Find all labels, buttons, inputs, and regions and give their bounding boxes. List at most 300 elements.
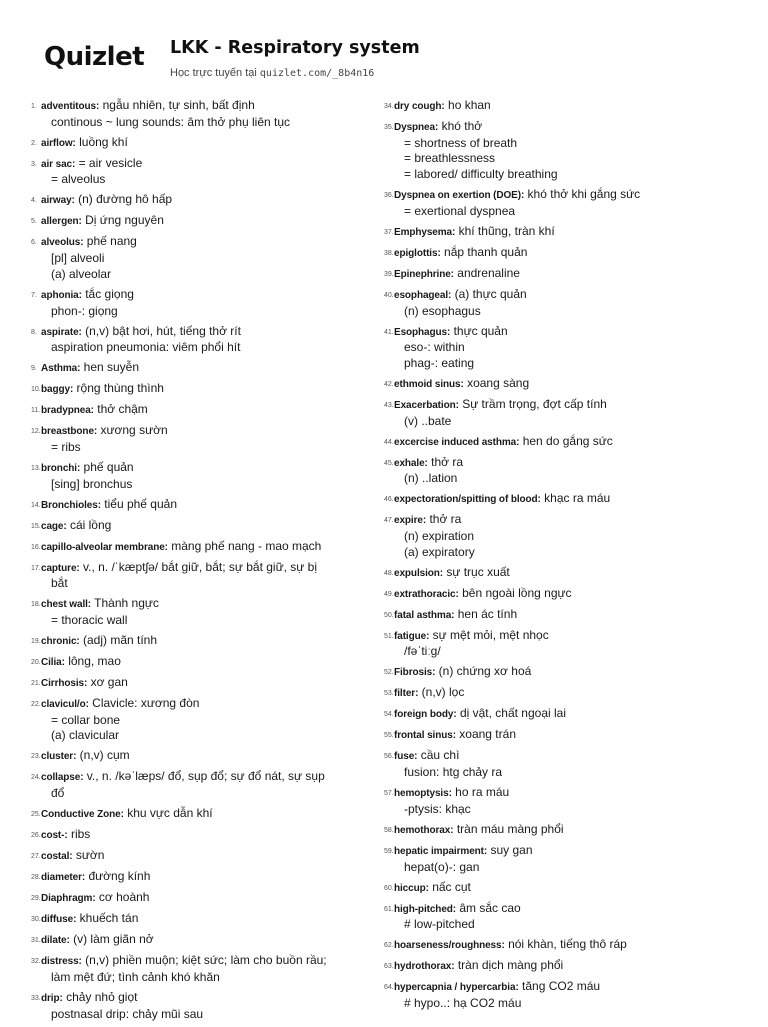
entry-number: 43. [384, 401, 394, 409]
entry-first-line [41, 633, 371, 650]
entry-term: aspirate: [41, 326, 82, 338]
entry-first-line [41, 423, 371, 440]
entry-first-line [394, 324, 744, 341]
glossary-entry [384, 785, 744, 817]
page-title: LKK - Respiratory system [170, 38, 420, 58]
entry-definition: tăng CO2 máu [522, 979, 601, 994]
entry-term: diameter: [41, 872, 86, 884]
entry-definition: sự mệt mỏi, mệt nhọc [432, 627, 549, 642]
entry-extra-line: phag-: eating [404, 355, 475, 370]
glossary-entry [31, 234, 371, 282]
entry-first-line [41, 890, 371, 907]
entry-number: 3. [31, 160, 37, 168]
entry-definition: thở ra [431, 454, 463, 469]
glossary-entry [31, 324, 371, 356]
glossary-entry [31, 560, 371, 592]
glossary-entry [31, 360, 371, 377]
entry-number: 44. [384, 438, 394, 446]
entry-term: bradypnea: [41, 405, 94, 417]
entry-definition: nói khàn, tiếng thô ráp [508, 937, 627, 952]
entry-number: 35. [384, 124, 394, 131]
entry-first-line [394, 628, 744, 645]
entry-first-line [394, 685, 744, 702]
entry-definition: màng phế nang - mao mạch [171, 538, 322, 553]
entry-definition: dị vật, chất ngoại lai [459, 706, 567, 721]
entry-extra-line: eso-: within [404, 340, 465, 355]
entry-first-line [41, 518, 371, 535]
quizlet-set-link[interactable]: quizlet.com/_8b4n16 [259, 68, 375, 79]
entry-number: 54. [384, 711, 394, 719]
entry-definition: khó thở [441, 119, 483, 133]
entry-term: filter: [394, 688, 419, 700]
entry-first-line [41, 98, 371, 115]
entry-first-line [394, 98, 744, 115]
entry-term: baggy: [41, 384, 74, 396]
entry-term: dilate: [41, 935, 70, 947]
entry-first-line [41, 911, 371, 928]
entry-term: airflow: [41, 137, 76, 149]
entry-number: 32. [31, 958, 41, 966]
entry-term: exhale: [394, 457, 428, 469]
entry-extra-line: (n) ..lation [404, 471, 458, 486]
entry-first-line [394, 224, 744, 241]
entry-term: Esophagus: [394, 326, 451, 338]
entry-number: 33. [31, 994, 41, 1002]
entry-definition: bên ngoài lồng ngực [462, 585, 572, 600]
entry-first-line [41, 497, 371, 514]
entry-extra-line: postnasal drip: chảy mũi sau [51, 1006, 204, 1021]
entry-definition: v., n. /ˈkæptʃə/ bắt giữ, bắt; sự bắt giữ, sự bị [83, 559, 318, 574]
entry-term: high-pitched: [394, 903, 457, 915]
glossary-entry [384, 880, 744, 897]
entry-extra-line: = alveolus [51, 172, 106, 187]
entry-definition: Sự trầm trọng, đợt cấp tính [462, 396, 607, 411]
entry-definition: tiểu phế quản [104, 496, 177, 511]
page-header [44, 34, 744, 84]
entry-number: 20. [31, 659, 41, 667]
entry-definition: luồng khí [79, 134, 128, 149]
entry-definition: sườn [75, 848, 105, 863]
entry-definition: ho ra máu [455, 785, 510, 800]
glossary-entry [31, 381, 371, 398]
entry-number: 57. [384, 790, 394, 798]
entry-term: diffuse: [41, 914, 77, 926]
glossary-entry [31, 213, 371, 230]
entry-first-line [41, 953, 371, 970]
entry-number: 60. [384, 884, 394, 892]
entry-definition: tắc giọng [85, 286, 134, 301]
entry-term: ethmoid sinus: [394, 378, 464, 390]
entry-number: 4. [31, 197, 37, 205]
entry-first-line [41, 460, 371, 477]
glossary-entry [31, 890, 371, 907]
entry-first-line [41, 848, 371, 865]
entry-term: expulsion: [394, 567, 444, 579]
entry-definition: (n) chứng xơ hoá [438, 664, 532, 679]
entry-number: 50. [384, 611, 394, 619]
entry-term: frontal sinus: [394, 730, 456, 742]
entry-term: Cirrhosis: [41, 678, 88, 690]
entry-term: bronchi: [41, 462, 81, 474]
entry-definition: nắp thanh quản [444, 244, 528, 259]
entry-definition: suy gan [490, 842, 533, 857]
entry-term: aphonia: [41, 289, 82, 301]
glossary-entry [31, 156, 371, 188]
glossary-entry [31, 953, 371, 985]
entry-number: 52. [384, 669, 394, 677]
entry-term: Diaphragm: [41, 893, 96, 905]
glossary-entry [31, 596, 371, 628]
entry-first-line [41, 806, 371, 823]
glossary-entry [384, 287, 744, 319]
entry-definition: xương sườn [100, 423, 168, 438]
entry-definition: tràn máu màng phổi [456, 821, 564, 836]
glossary-entry [31, 869, 371, 886]
entry-first-line [41, 287, 371, 304]
entry-term: fuse: [394, 751, 418, 763]
entry-definition: chảy nhỏ giọt [66, 989, 138, 1004]
glossary-entry [31, 769, 371, 801]
entry-extra-line: [sing] bronchus [51, 476, 133, 491]
entry-definition: thực quản [453, 323, 508, 338]
entry-definition: khu vực dẫn khí [127, 806, 213, 821]
entry-first-line [394, 664, 744, 681]
entry-number: 5. [31, 218, 37, 226]
entry-first-line [41, 675, 371, 692]
entry-extra-line: (n) esophagus [404, 303, 481, 318]
entry-definition: hen ác tính [457, 606, 518, 621]
entry-definition: ho khan [448, 98, 491, 112]
entry-number: 11. [31, 407, 41, 415]
glossary-entry [384, 706, 744, 723]
entry-number: 17. [31, 564, 41, 572]
entry-first-line [41, 560, 371, 577]
glossary-entry [31, 518, 371, 535]
entry-first-line [394, 376, 744, 393]
entry-number: 24. [31, 774, 41, 782]
glossary-entry [31, 633, 371, 650]
glossary-entry [384, 376, 744, 393]
glossary-entry [384, 586, 744, 603]
entry-first-line [394, 958, 744, 975]
entry-number: 19. [31, 638, 41, 646]
entry-first-line [41, 827, 371, 844]
entry-first-line [394, 748, 744, 765]
entry-term: allergen: [41, 216, 82, 228]
glossary-entry [384, 224, 744, 241]
entry-extra-line: = exertional dyspnea [404, 203, 516, 218]
entry-term: cage: [41, 520, 67, 532]
entry-first-line [41, 748, 371, 765]
entry-definition: khó thở khi gắng sức [527, 187, 641, 202]
entry-extra-line: = breathlessness [404, 151, 496, 166]
entry-term: Emphysema: [394, 226, 456, 238]
entry-definition: phế nang [86, 234, 137, 249]
entry-definition: khạc ra máu [544, 491, 611, 506]
entry-definition: xoang sàng [467, 375, 530, 390]
entry-extra-line: (a) alveolar [51, 266, 112, 281]
entry-definition: khuếch tán [79, 911, 139, 926]
entry-first-line [41, 234, 371, 251]
glossary-entry [384, 901, 744, 933]
glossary-entry [31, 911, 371, 928]
glossary-entry [384, 119, 744, 183]
entry-extra-line: # hypo..: hạ CO2 máu [404, 995, 522, 1010]
entry-extra-line: hepat(o)-: gan [404, 859, 480, 874]
glossary-entry [384, 512, 744, 560]
entry-first-line [41, 596, 371, 613]
entry-term: chest wall: [41, 599, 92, 611]
entry-term: capillo-alveolar membrane: [41, 541, 168, 553]
entry-number: 41. [384, 328, 394, 336]
entry-number: 53. [384, 690, 394, 698]
entry-term: alveolus: [41, 237, 84, 249]
entry-term: fatigue: [394, 630, 430, 642]
entry-term: excercise induced asthma: [394, 436, 520, 448]
entry-first-line [394, 434, 744, 451]
entry-first-line [394, 607, 744, 624]
entry-term: cluster: [41, 751, 77, 763]
glossary-entry [384, 843, 744, 875]
subtitle-prefix: Học trực tuyến tại [170, 67, 257, 79]
entry-definition: thở chậm [97, 402, 148, 417]
entry-definition: andrenaline [457, 265, 520, 280]
page-subtitle [170, 67, 374, 79]
entry-first-line [41, 696, 371, 713]
entry-definition: rộng thùng thình [76, 381, 164, 396]
entry-first-line [41, 932, 371, 949]
entry-definition: = air vesicle [78, 155, 143, 170]
entry-definition: Dị ứng nguyên [85, 213, 164, 228]
entry-term: Exacerbation: [394, 399, 459, 411]
entry-definition: (n,v) lọc [421, 685, 465, 700]
entry-number: 61. [384, 905, 394, 913]
entry-first-line [41, 539, 371, 556]
entry-extra-line: [pl] alveoli [51, 251, 105, 266]
entry-number: 31. [31, 937, 41, 945]
entry-number: 55. [384, 732, 394, 740]
entry-first-line [394, 880, 744, 897]
glossary-entry [384, 565, 744, 582]
entry-definition: ngẫu nhiên, tự sinh, bất định [102, 98, 255, 112]
entry-definition: nấc cụt [432, 879, 471, 894]
entry-number: 42. [384, 380, 394, 388]
entry-extra-line: (n) expiration [404, 529, 475, 544]
glossary-entry [384, 245, 744, 262]
entry-number: 18. [31, 601, 41, 609]
glossary-entry [384, 491, 744, 508]
entry-first-line [394, 565, 744, 582]
entry-definition: (a) thực quản [454, 286, 527, 301]
entry-number: 37. [384, 228, 394, 236]
entry-definition: hen do gắng sức [522, 433, 613, 448]
entry-definition: lông, mao [68, 654, 121, 669]
entry-term: foreign body: [394, 709, 457, 721]
entry-number: 47. [384, 517, 394, 525]
glossary-entry [384, 748, 744, 780]
glossary-entry [384, 397, 744, 429]
glossary-entry [384, 937, 744, 954]
entry-definition: cái lồng [69, 517, 112, 532]
entry-first-line [394, 287, 744, 304]
entry-definition: Clavicle: xương đòn [92, 696, 200, 711]
entry-definition: (adj) mãn tính [83, 633, 158, 648]
entry-definition: ribs [70, 827, 91, 842]
entry-first-line [394, 512, 744, 529]
entry-term: expire: [394, 515, 427, 527]
glossary-entry [31, 675, 371, 692]
entry-number: 14. [31, 501, 41, 509]
entry-number: 8. [31, 328, 37, 336]
entry-term: extrathoracic: [394, 588, 459, 600]
entry-extra-line: = collar bone [51, 712, 121, 727]
glossary-entry [31, 748, 371, 765]
entry-term: Bronchioles: [41, 499, 101, 511]
entry-term: esophageal: [394, 289, 452, 301]
entry-term: air sac: [41, 158, 76, 170]
glossary-entry [31, 848, 371, 865]
entry-first-line [41, 869, 371, 886]
entry-number: 25. [31, 811, 41, 819]
entry-number: 13. [31, 464, 41, 472]
entry-number: 39. [384, 270, 394, 278]
entry-extra-line: (a) expiratory [404, 544, 475, 559]
glossary-entry [31, 287, 371, 319]
entry-first-line [394, 119, 744, 136]
entry-term: hiccup: [394, 882, 429, 894]
entry-definition: hen suyễn [83, 360, 140, 375]
entry-number: 51. [384, 632, 394, 640]
entry-first-line [41, 192, 371, 209]
entry-term: hypercapnia / hypercarbia: [394, 982, 519, 994]
entry-term: collapse: [41, 772, 84, 784]
entry-term: cost-: [41, 830, 68, 842]
entry-definition: sự trục xuất [446, 564, 510, 579]
entry-term: Cilia: [41, 657, 65, 669]
entry-extra-line: continous ~ lung sounds: âm thở phụ liên tục [51, 114, 291, 129]
glossary-entry [384, 324, 744, 372]
entry-first-line [394, 937, 744, 954]
entry-number: 45. [384, 459, 394, 467]
entry-term: hoarseness/roughness: [394, 940, 505, 952]
entry-definition: khí thũng, tràn khí [458, 223, 555, 238]
entry-number: 40. [384, 291, 394, 299]
glossary-entry [384, 685, 744, 702]
glossary-entry [31, 192, 371, 209]
quizlet-logo: Quizlet [44, 42, 145, 72]
entry-extra-line: đổ [51, 786, 65, 801]
entry-number: 62. [384, 942, 394, 950]
glossary-entry [31, 135, 371, 152]
entry-first-line [41, 769, 371, 786]
glossary-entry [31, 654, 371, 671]
entry-term: hepatic impairment: [394, 845, 488, 857]
entry-number: 58. [384, 826, 394, 834]
entry-extra-line: = thoracic wall [51, 613, 128, 628]
entry-extra-line: = ribs [51, 439, 81, 454]
glossary-entry [384, 822, 744, 839]
glossary-entry [31, 402, 371, 419]
entry-definition: phế quản [83, 459, 134, 474]
entry-term: distress: [41, 956, 82, 968]
entry-extra-line: aspiration pneumonia: viêm phổi hít [51, 340, 241, 355]
glossary-entry [384, 958, 744, 975]
glossary-entry [384, 979, 744, 1011]
glossary-entry [31, 990, 371, 1022]
entry-first-line [41, 324, 371, 341]
entry-first-line [41, 654, 371, 671]
entry-number: 23. [31, 753, 41, 761]
entry-number: 10. [31, 386, 41, 394]
entry-term: chronic: [41, 636, 80, 648]
entry-term: expectoration/spitting of blood: [394, 494, 541, 506]
glossary-entry [384, 628, 744, 660]
entry-term: Dyspnea: [394, 122, 439, 133]
glossary-entry [31, 827, 371, 844]
entry-first-line [41, 360, 371, 377]
glossary-entry [384, 98, 744, 115]
entry-number: 36. [384, 192, 394, 200]
entry-term: hemoptysis: [394, 788, 452, 800]
entry-extra-line: (a) clavicular [51, 728, 120, 743]
entry-first-line [394, 979, 744, 996]
entry-definition: xoang trán [459, 727, 516, 742]
glossary-entry [384, 266, 744, 283]
entry-definition: (n,v) cụm [79, 748, 130, 763]
entry-term: airway: [41, 195, 75, 207]
glossary-entry [31, 423, 371, 455]
entry-first-line [394, 266, 744, 283]
entry-number: 29. [31, 895, 41, 903]
glossary-entry [384, 664, 744, 681]
entry-term: Epinephrine: [394, 268, 454, 280]
entry-number: 1. [31, 103, 37, 110]
entry-definition: (n,v) phiền muộn; kiệt sức; làm cho buồn rầu; [85, 953, 327, 968]
entry-first-line [41, 213, 371, 230]
glossary-entry [384, 434, 744, 451]
glossary-entry [31, 497, 371, 514]
entry-first-line [394, 901, 744, 918]
entry-term: Asthma: [41, 363, 81, 375]
entry-definition: tràn dịch màng phổi [457, 958, 564, 973]
entry-definition: thở ra [429, 512, 462, 527]
entry-term: Conductive Zone: [41, 809, 124, 821]
glossary-entry [31, 806, 371, 823]
entry-number: 22. [31, 701, 41, 709]
entry-term: Fibrosis: [394, 667, 436, 679]
entry-number: 38. [384, 249, 394, 257]
entry-number: 12. [31, 428, 41, 436]
entry-extra-line: bắt [51, 576, 68, 591]
entry-first-line [394, 187, 744, 204]
entry-extra-line: fusion: htg chảy ra [404, 765, 503, 780]
entry-number: 56. [384, 753, 394, 761]
entry-first-line [41, 990, 371, 1007]
entry-first-line [394, 706, 744, 723]
entry-term: hemothorax: [394, 824, 454, 836]
glossary-entry [31, 696, 371, 744]
entry-number: 7. [31, 291, 37, 299]
entry-definition: âm sắc cao [459, 900, 521, 915]
glossary-entry [384, 727, 744, 744]
entry-term: fatal asthma: [394, 609, 455, 621]
entry-number: 63. [384, 963, 394, 971]
entry-number: 16. [31, 543, 41, 551]
entry-extra-line: = labored/ difficulty breathing [404, 167, 558, 182]
entry-extra-line: phon-: giọng [51, 303, 118, 318]
glossary-entry [384, 455, 744, 487]
entry-extra-line: # low-pitched [404, 917, 475, 932]
